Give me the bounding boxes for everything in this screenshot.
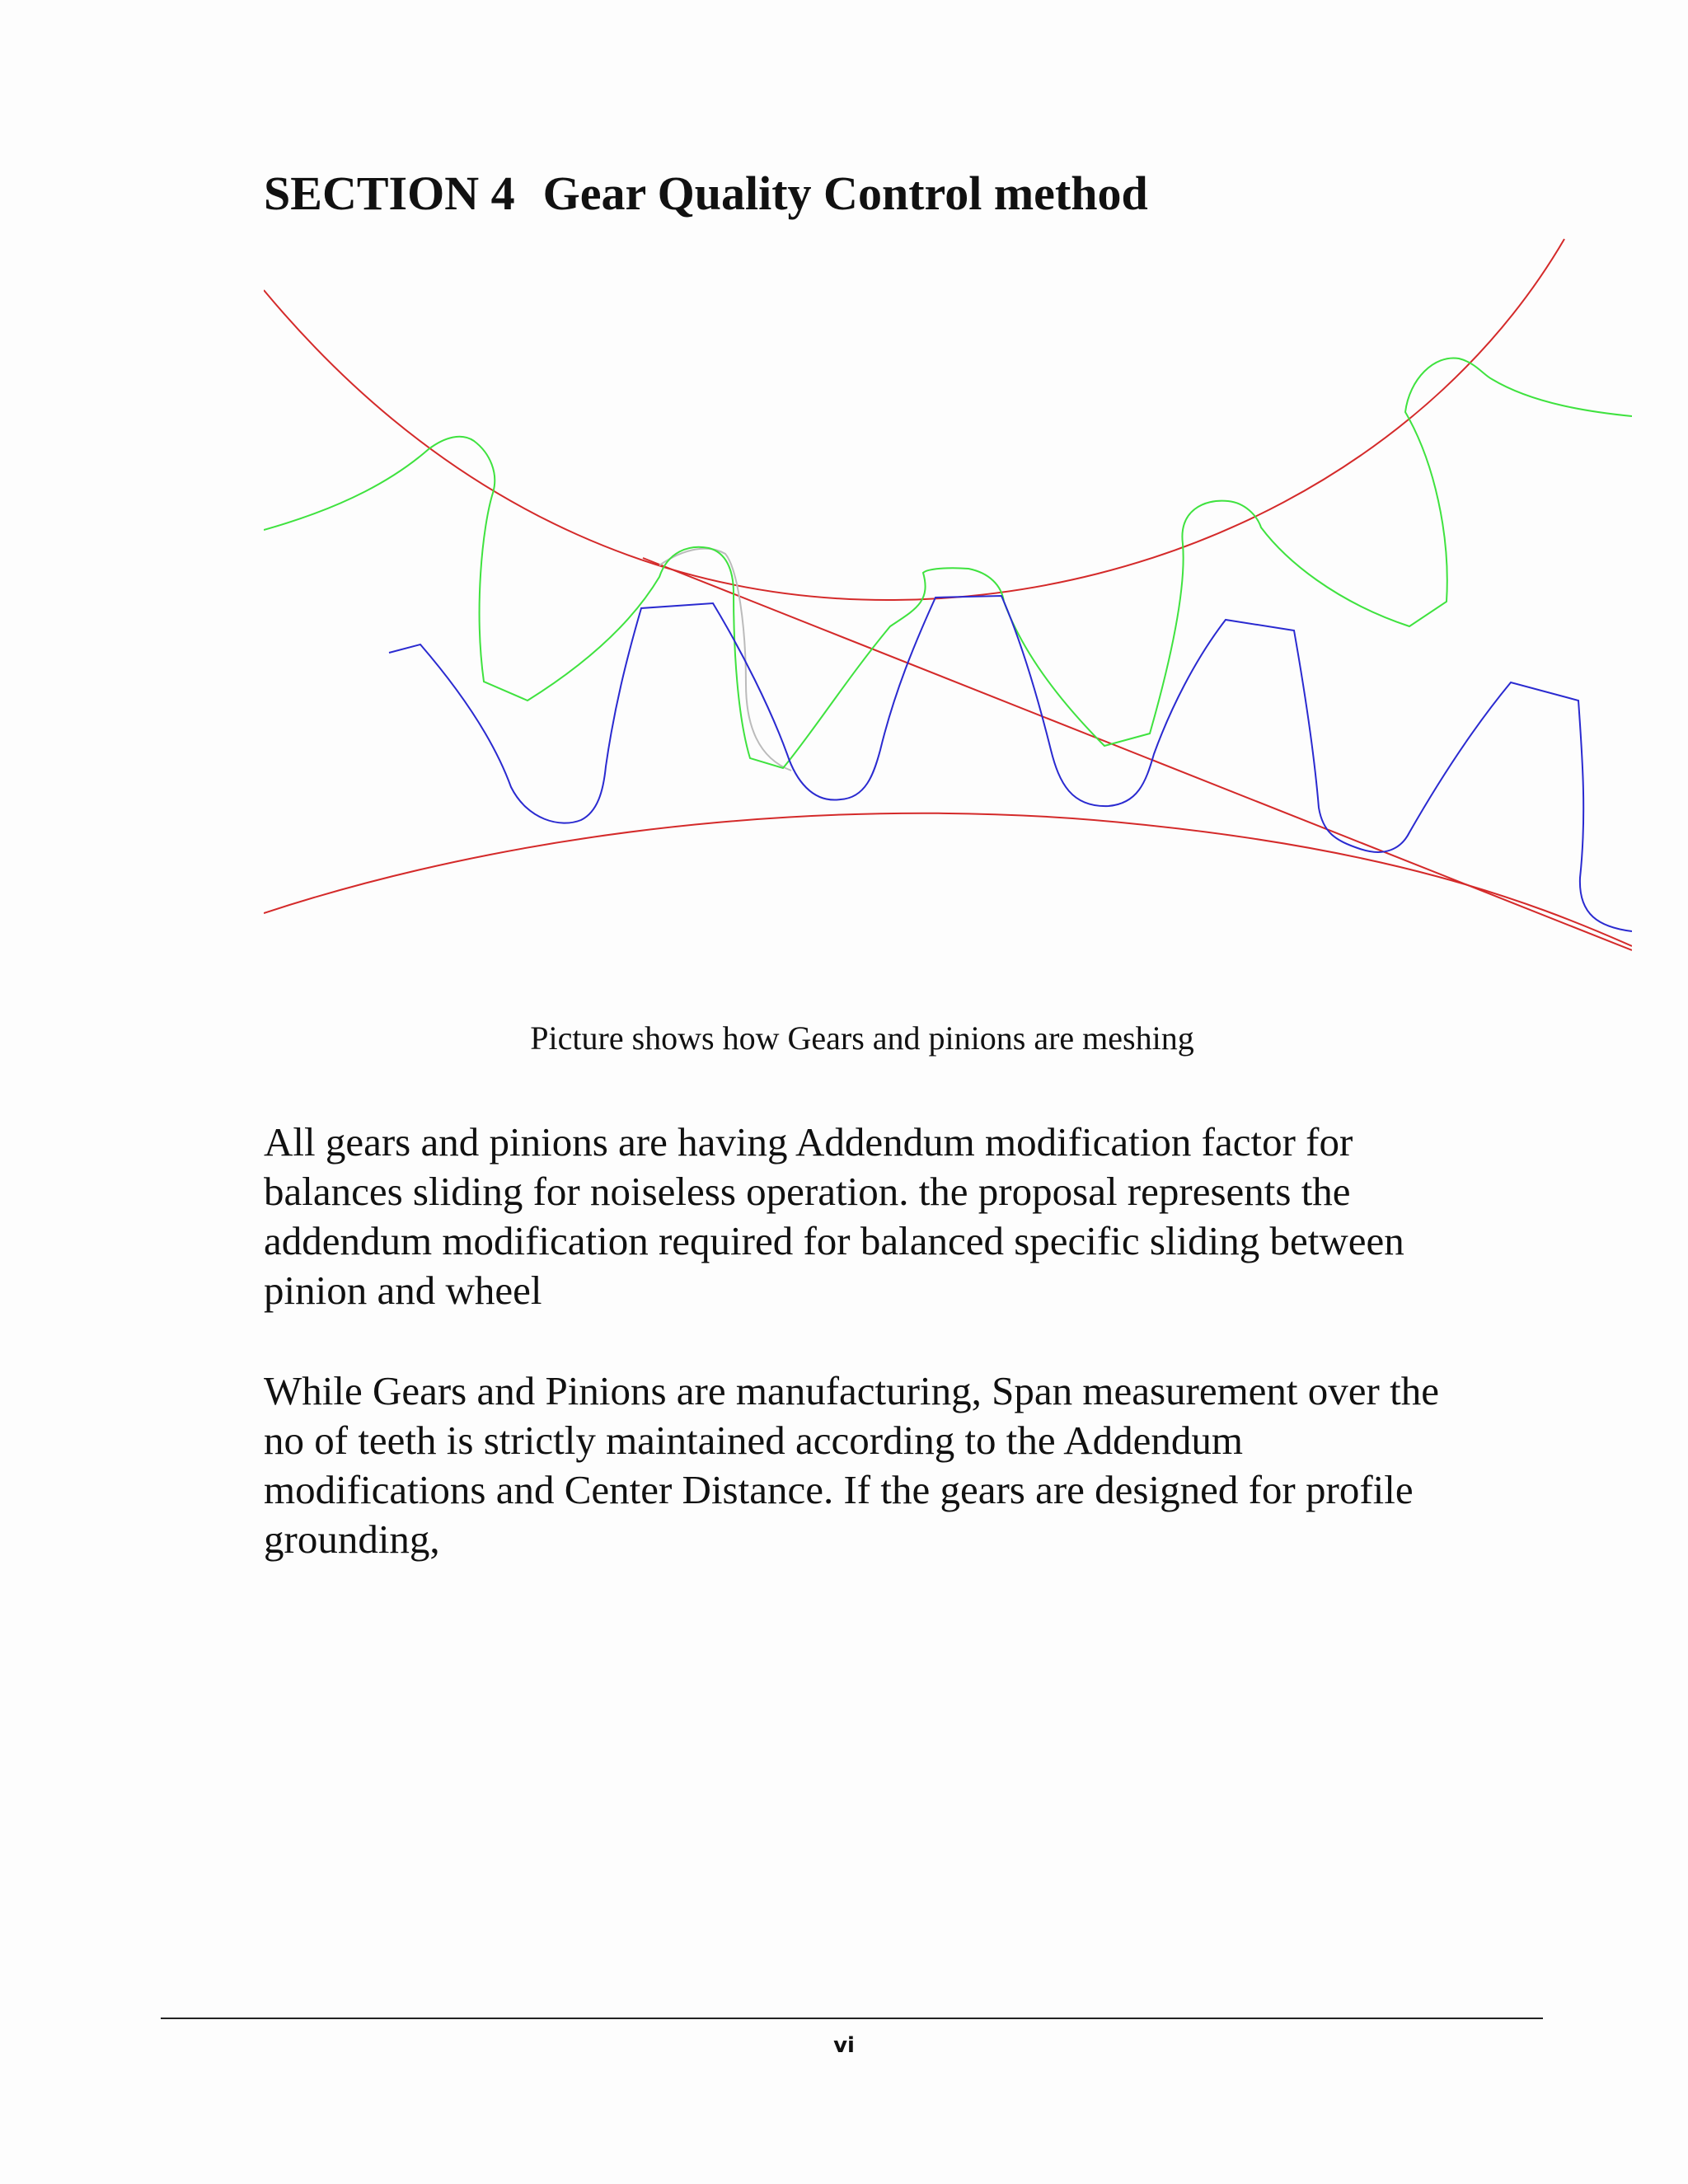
section-title: Gear Quality Control method bbox=[542, 166, 1148, 220]
pinion-pitch-circle bbox=[264, 813, 1632, 946]
figure-caption: Picture shows how Gears and pinions are meshing bbox=[530, 1019, 1194, 1057]
paragraph-line: While Gears and Pinions are manufacturing, Span measurement over the bbox=[264, 1368, 1439, 1413]
paragraph-line: modifications and Center Distance. If the gears are designed for profile bbox=[264, 1467, 1414, 1512]
paragraph-line: addendum modification required for balanced specific sliding between bbox=[264, 1218, 1404, 1263]
paragraph-span-measurement bbox=[264, 1366, 1582, 1564]
gear-mesh-figure bbox=[264, 231, 1632, 972]
section-heading bbox=[264, 161, 1148, 227]
section-number: SECTION 4 bbox=[264, 166, 515, 220]
paragraph-line: grounding, bbox=[264, 1516, 440, 1562]
line-of-action bbox=[643, 558, 1632, 950]
paragraph-line: balances sliding for noiseless operation. the proposal represents the bbox=[264, 1169, 1351, 1214]
construction-profile bbox=[659, 549, 791, 771]
pinion-tooth-profile bbox=[389, 596, 1632, 931]
paragraph-line: All gears and pinions are having Addendum modification factor for bbox=[264, 1119, 1353, 1165]
paragraph-addendum bbox=[264, 1118, 1582, 1315]
gear-pitch-circle bbox=[264, 239, 1564, 600]
paragraph-line: pinion and wheel bbox=[264, 1268, 542, 1313]
paragraph-line: no of teeth is strictly maintained according to the Addendum bbox=[264, 1418, 1243, 1463]
page-number: vi bbox=[833, 2033, 855, 2058]
footer-divider bbox=[161, 2018, 1543, 2019]
